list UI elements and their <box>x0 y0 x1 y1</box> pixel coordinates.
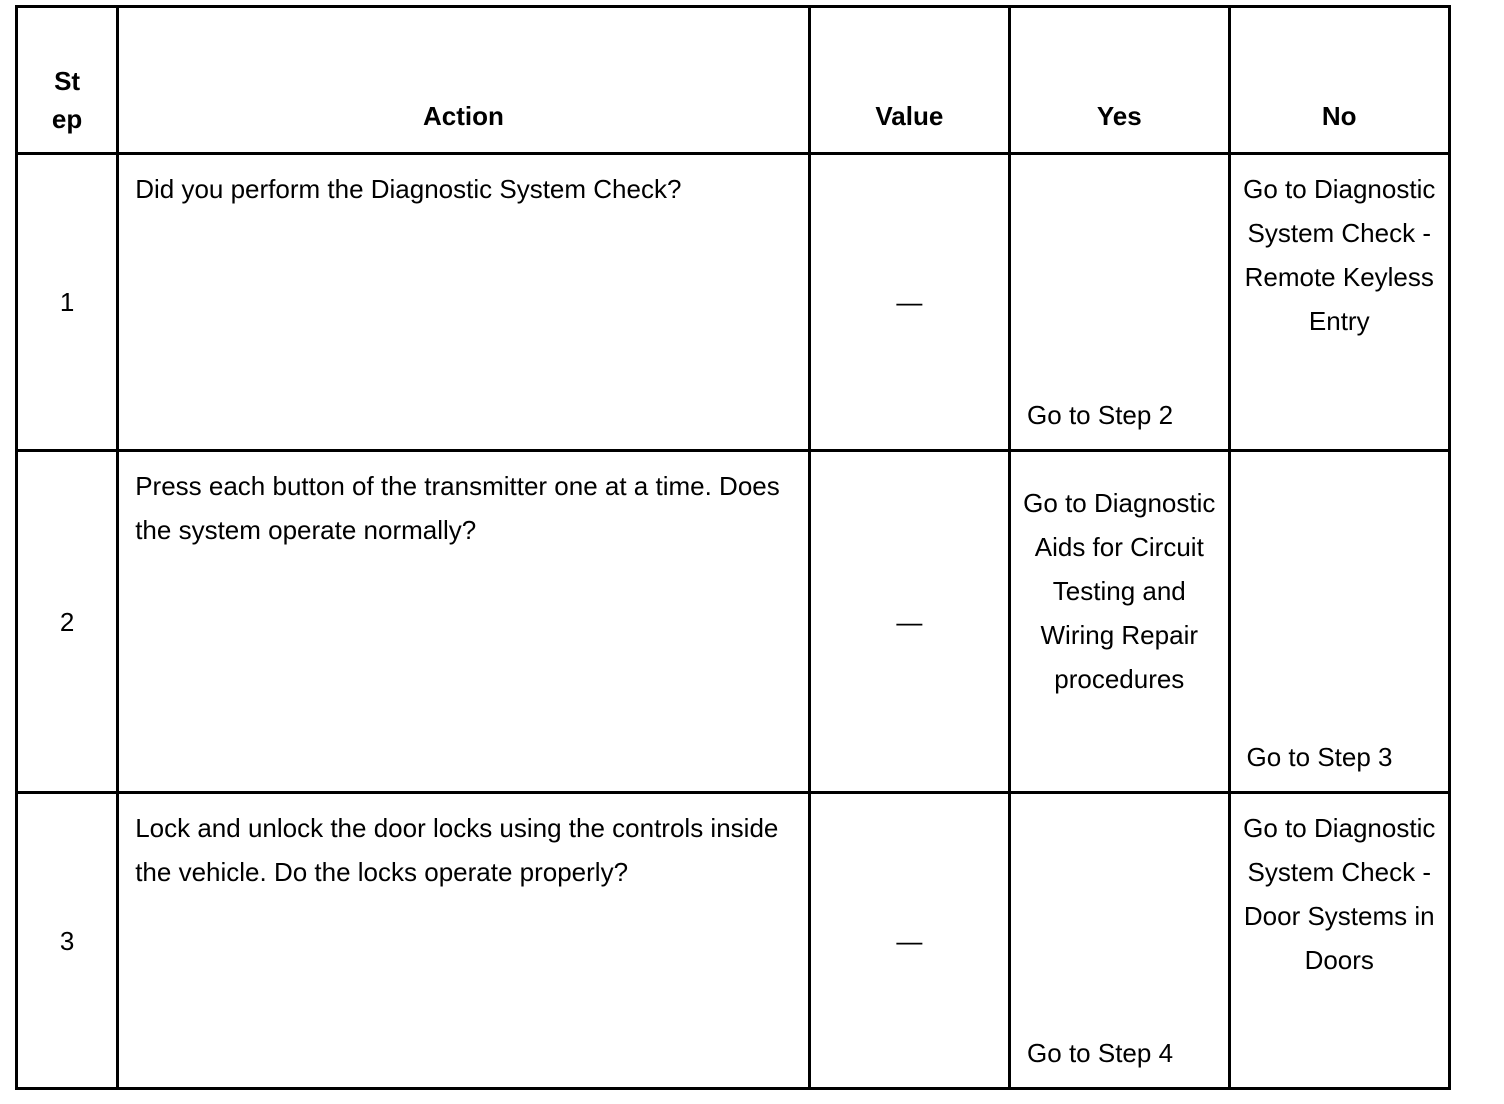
yes-cell: Go to Step 2 <box>1010 154 1229 451</box>
header-yes: Yes <box>1010 7 1229 154</box>
header-no: No <box>1229 7 1450 154</box>
action-text: Press each button of the transmitter one at a time. Does the system operate normally? <box>118 451 809 793</box>
step-number: 3 <box>17 793 118 1089</box>
yes-cell: Go to Diagnostic Aids for Circuit Testing and Wiring Repair procedures <box>1010 451 1229 793</box>
diagnostic-table <box>15 5 1451 1090</box>
yes-cell: Go to Step 4 <box>1010 793 1229 1089</box>
step-number: 1 <box>17 154 118 451</box>
table-row <box>17 793 1450 1089</box>
table-row <box>17 154 1450 451</box>
no-cell: Go to Diagnostic System Check - Door Systems in Doors <box>1229 793 1450 1089</box>
header-value: Value <box>809 7 1009 154</box>
table-header-row <box>17 7 1450 154</box>
action-text: Did you perform the Diagnostic System Check? <box>118 154 809 451</box>
step-number: 2 <box>17 451 118 793</box>
table-row <box>17 451 1450 793</box>
value-cell: — <box>809 793 1009 1089</box>
header-action: Action <box>118 7 809 154</box>
action-text: Lock and unlock the door locks using the controls inside the vehicle. Do the locks operate properly? <box>118 793 809 1089</box>
header-step: St ep <box>17 7 118 154</box>
no-cell: Go to Step 3 <box>1229 451 1450 793</box>
value-cell: — <box>809 154 1009 451</box>
no-cell: Go to Diagnostic System Check - Remote Keyless Entry <box>1229 154 1450 451</box>
value-cell: — <box>809 451 1009 793</box>
